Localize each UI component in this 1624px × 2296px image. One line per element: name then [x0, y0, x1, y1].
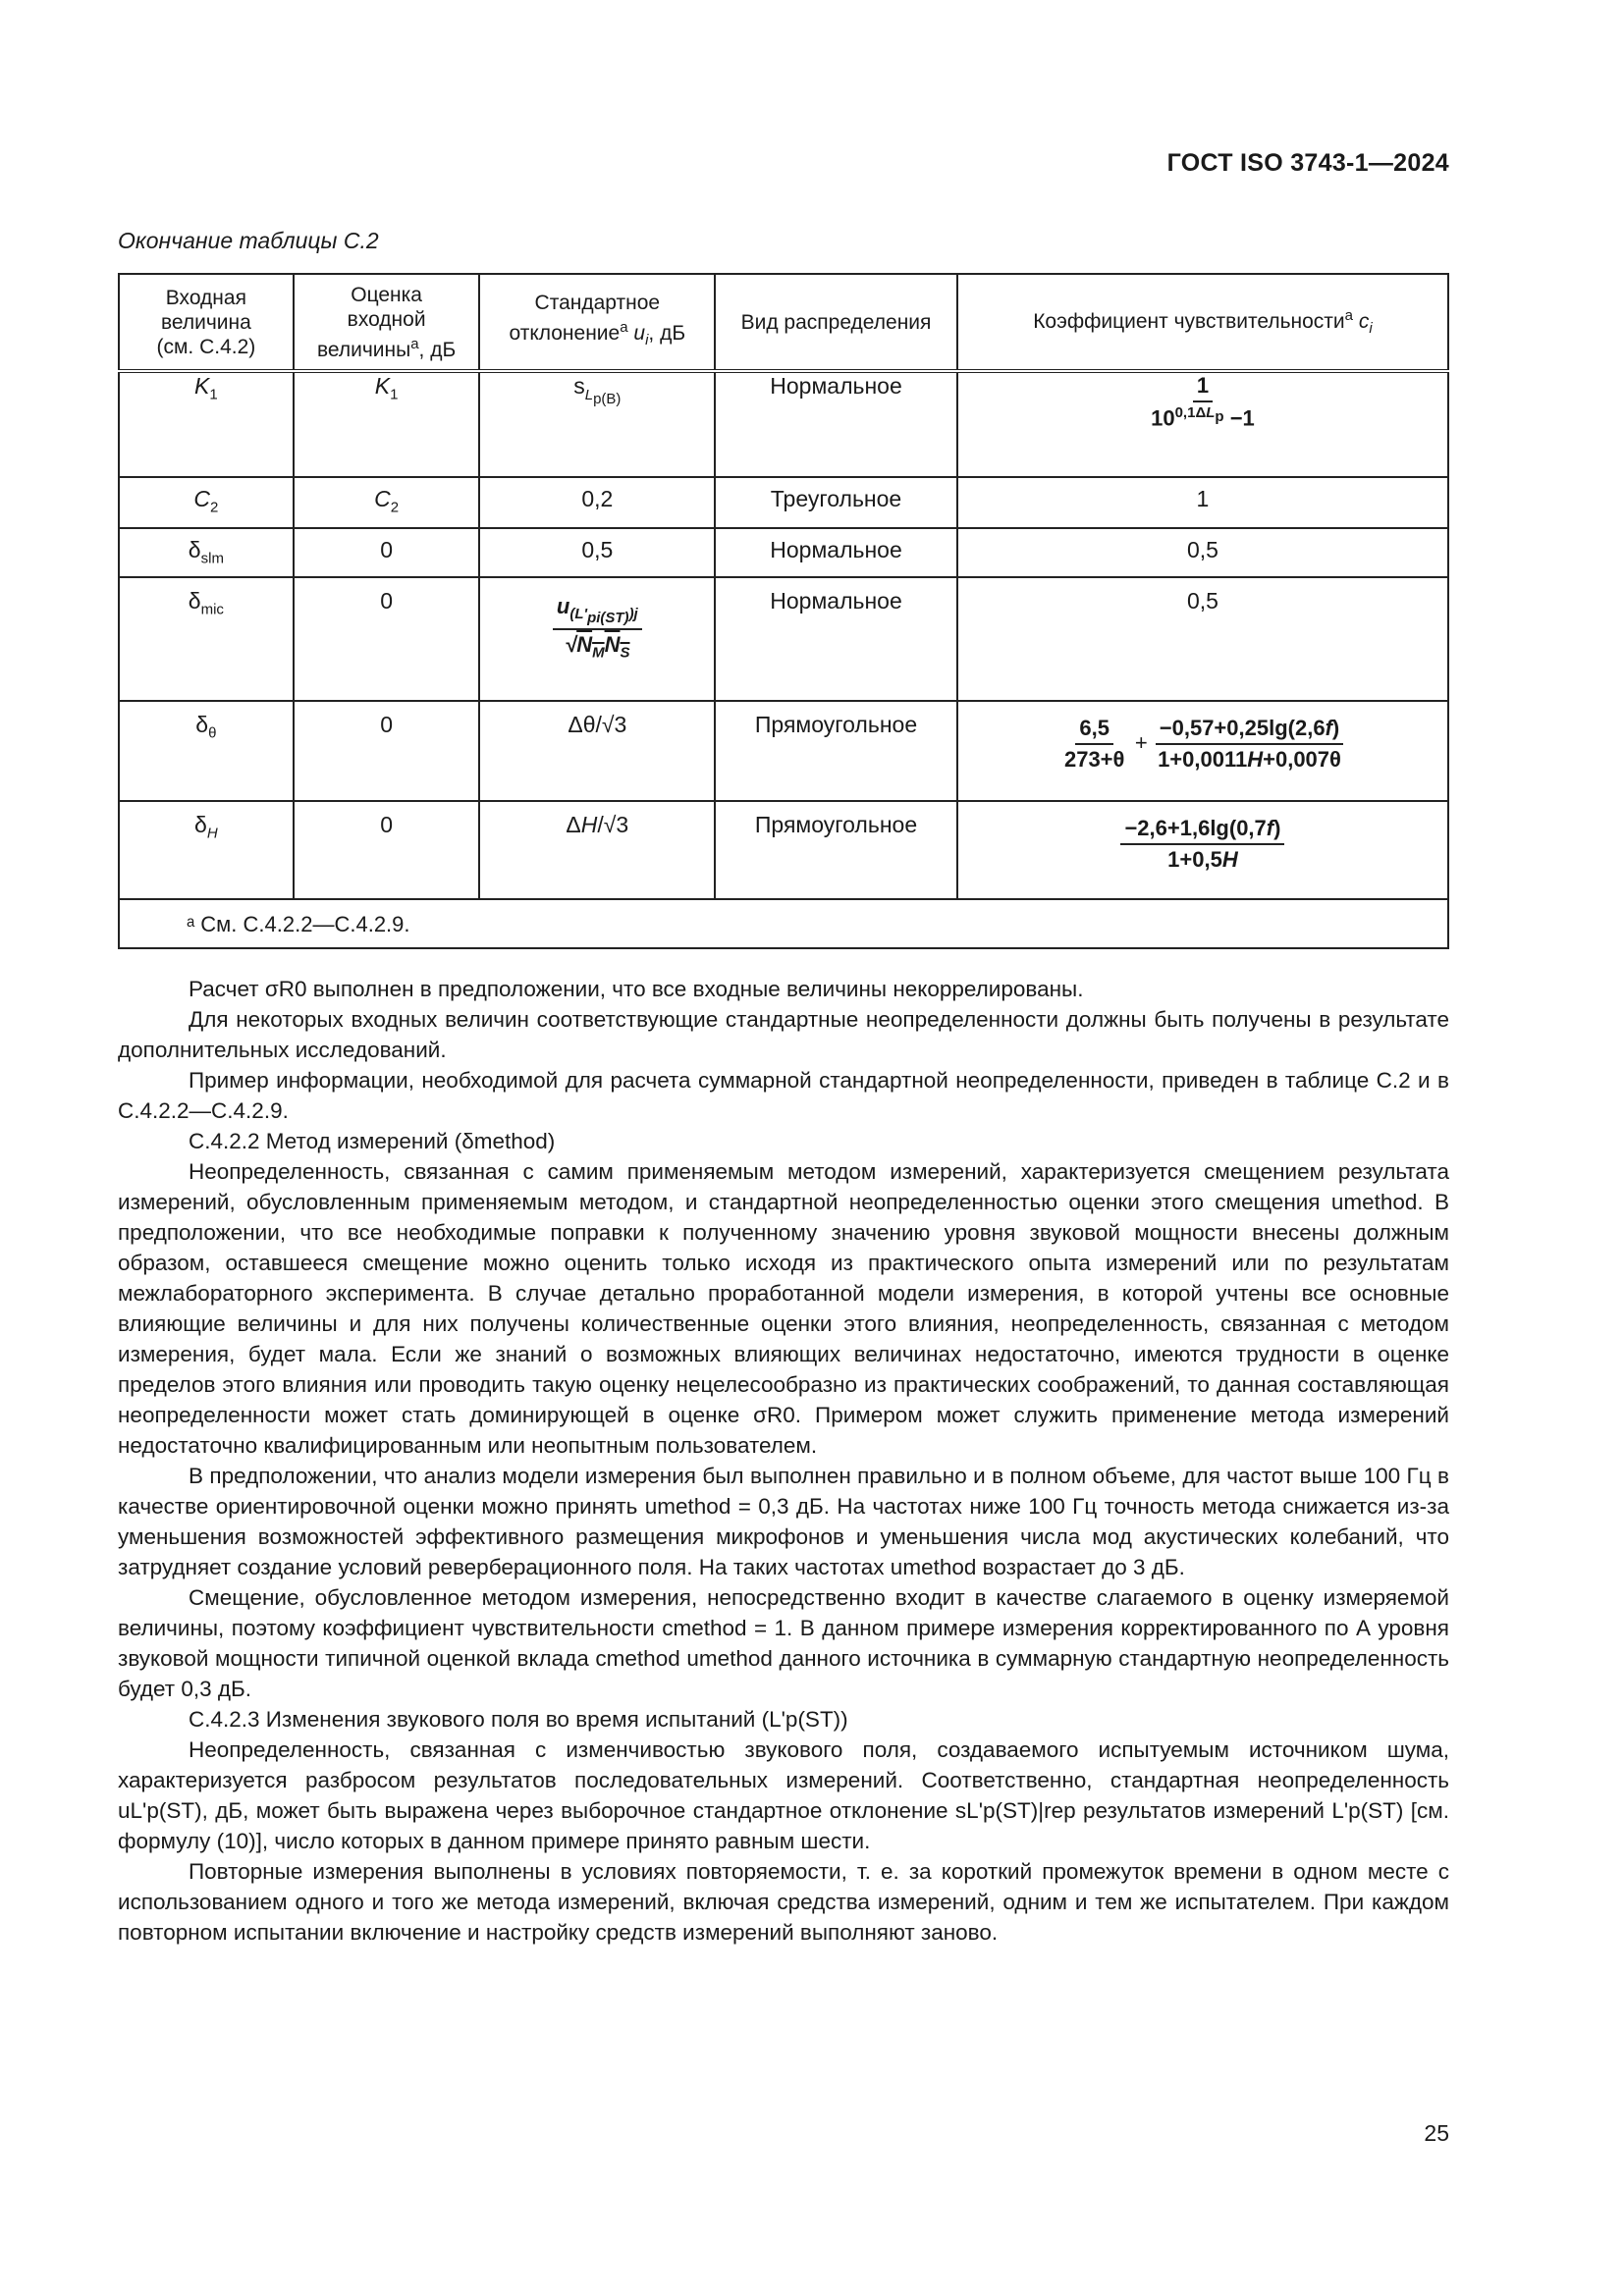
cell-distribution: Нормальное — [715, 528, 957, 577]
cell-coefficient: 0,5 — [957, 528, 1448, 577]
cell-estimate: 0 — [294, 801, 480, 899]
table-row — [119, 528, 1448, 577]
cell-coefficient: $\frac{6,5}{273+\theta}$ + $\frac{-0,57+0,25\lg(2,6f)}{1+0,0011H+0,007\theta}$ — [957, 701, 1448, 801]
cell-estimate: $K_1$ — [294, 371, 480, 477]
cell-input: $\delta_{slm}$ — [119, 528, 294, 577]
table-row — [119, 701, 1448, 801]
paragraph: Неопределенность, связанная с изменчивостью звукового поля, создаваемого испытуемым источником шума, характеризуется разбросом результатов последовательных измерений. Соответственно, стандартная неопределенность uL'p(ST), дБ, может быть выражена через выборочное стандартное отклонение sL'p(ST)|rep результатов измерений L'p(ST) [см. формулу (10)], число которых в данном примере принято равным шести. — [118, 1737, 1449, 1853]
table-caption: Окончание таблицы С.2 — [118, 228, 379, 253]
table-footnote-row — [119, 899, 1448, 948]
cell-std: 0,2 — [479, 477, 715, 528]
paragraph: Смещение, обусловленное методом измерения, непосредственно входит в качестве слагаемого в оценку измеряемой величины, поэтому коэффициент чувствительности cmethod = 1. В данном примере измерения корректированного по А уровня звуковой мощности типичной оценкой вклада cmethod umethod данного источника в суммарную стандартную неопределенность будет 0,3 дБ. — [118, 1585, 1449, 1701]
table-c2 — [118, 273, 1449, 949]
cell-distribution: Нормальное — [715, 371, 957, 477]
table-row — [119, 577, 1448, 701]
cell-distribution: Треугольное — [715, 477, 957, 528]
table-footnote: ᵃ См. С.4.2.2—С.4.2.9. — [119, 899, 1448, 948]
paragraph: Расчет σR0 выполнен в предположении, что все входные величины некоррелированы. — [189, 977, 1084, 1001]
cell-coefficient: $\frac{-2,6+1,6\lg(0,7f)}{1+0,5H}$ — [957, 801, 1448, 899]
cell-estimate: 0 — [294, 701, 480, 801]
cell-coefficient: $\frac{1}{10^{0,1\Delta L_p} -1}$ — [957, 371, 1448, 477]
cell-input: $\delta_H$ — [119, 801, 294, 899]
section-heading-c423: С.4.2.3 Изменения звукового поля во время испытаний (L'p(ST)) — [189, 1707, 848, 1732]
paragraph: Повторные измерения выполнены в условиях повторяемости, т. е. за короткий промежуток времени в одном месте с использованием одного и того же метода измерений, включая средства измерений, одним и тем же испытателем. При каждом повторном испытании включение и настройку средств измерений выполняют заново. — [118, 1859, 1449, 1945]
cell-std: $\frac{u_{(L'_{pi(ST)})j}}{√N_MN_S}$ — [479, 577, 715, 701]
table-header-row — [119, 274, 1448, 371]
body-text — [118, 974, 1449, 1948]
header-input: Входная величина (см. С.4.2) — [119, 274, 294, 371]
cell-estimate: $C_2$ — [294, 477, 480, 528]
section-heading-c422: С.4.2.2 Метод измерений (δmethod) — [189, 1129, 556, 1153]
cell-distribution: Прямоугольное — [715, 701, 957, 801]
cell-estimate: 0 — [294, 528, 480, 577]
cell-input: $K_1$ — [119, 371, 294, 477]
table-row — [119, 371, 1448, 477]
cell-distribution: Прямоугольное — [715, 801, 957, 899]
table-row — [119, 801, 1448, 899]
cell-coefficient: 1 — [957, 477, 1448, 528]
paragraph: В предположении, что анализ модели измерения был выполнен правильно и в полном объеме, для частот выше 100 Гц в качестве ориентировочной оценки можно принять umethod = 0,3 дБ. На частотах ниже 100 Гц точность метода снижается из-за уменьшения возможностей эффективного размещения микрофонов и уменьшения числа мод акустических колебаний, что затрудняет создание условий реверберационного поля. На таких частотах umethod возрастает до 3 дБ. — [118, 1464, 1449, 1579]
paragraph: Пример информации, необходимой для расчета суммарной стандартной неопределенности, приведен в таблице С.2 и в С.4.2.2—С.4.2.9. — [118, 1068, 1449, 1123]
cell-coefficient: 0,5 — [957, 577, 1448, 701]
paragraph: Неопределенность, связанная с самим применяемым методом измерений, характеризуется смещением результата измерений, обусловленным применяемым методом, и стандартной неопределенностью оценки этого смещения umethod. В предположении, что все необходимые поправки к полученному значению уровня звуковой мощности внесены должным образом, оставшееся смещение можно оценить только исходя из практического опыта измерений или по результатам межлабораторного эксперимента. В случае детально проработанной модели измерения, в которой учтены все основные влияющие величины и для них получены количественные оценки этого влияния, неопределенность, связанная с методом измерения, будет мала. Если же знаний о возможных влияющих величинах недостаточно, имеются трудности в оценке пределов этого влияния или проводить такую оценку нецелесообразно из практических соображений, то данная составляющая неопределенности может стать доминирующей в оценке σR0. Примером может служить применение метода измерений недостаточно квалифицированным или неопытным пользователем. — [118, 1159, 1449, 1458]
cell-estimate: 0 — [294, 577, 480, 701]
cell-input: $\delta_{mic}$ — [119, 577, 294, 701]
cell-std: ΔH/√3 — [479, 801, 715, 899]
header-distribution: Вид распределения — [715, 274, 957, 371]
page-number: 25 — [1424, 2120, 1449, 2146]
paragraph: Для некоторых входных величин соответствующие стандартные неопределенности должны быть получены в результате дополнительных исследований. — [118, 1007, 1449, 1062]
header-coefficient: Коэффициент чувствительности$^a$ $c_i$ — [957, 274, 1448, 371]
cell-distribution: Нормальное — [715, 577, 957, 701]
cell-input: $C_2$ — [119, 477, 294, 528]
cell-std: Δθ/√3 — [479, 701, 715, 801]
cell-input: $\delta_\theta$ — [119, 701, 294, 801]
cell-std: $s_{L_{p(B)}}$ — [479, 371, 715, 477]
header-std: Стандартное отклонение$^a$ $u_i$, дБ — [479, 274, 715, 371]
standard-header: ГОСТ ISO 3743-1—2024 — [1166, 149, 1449, 177]
header-estimate: Оценка входной величины$^a$, дБ — [294, 274, 480, 371]
table-row — [119, 477, 1448, 528]
cell-std: 0,5 — [479, 528, 715, 577]
